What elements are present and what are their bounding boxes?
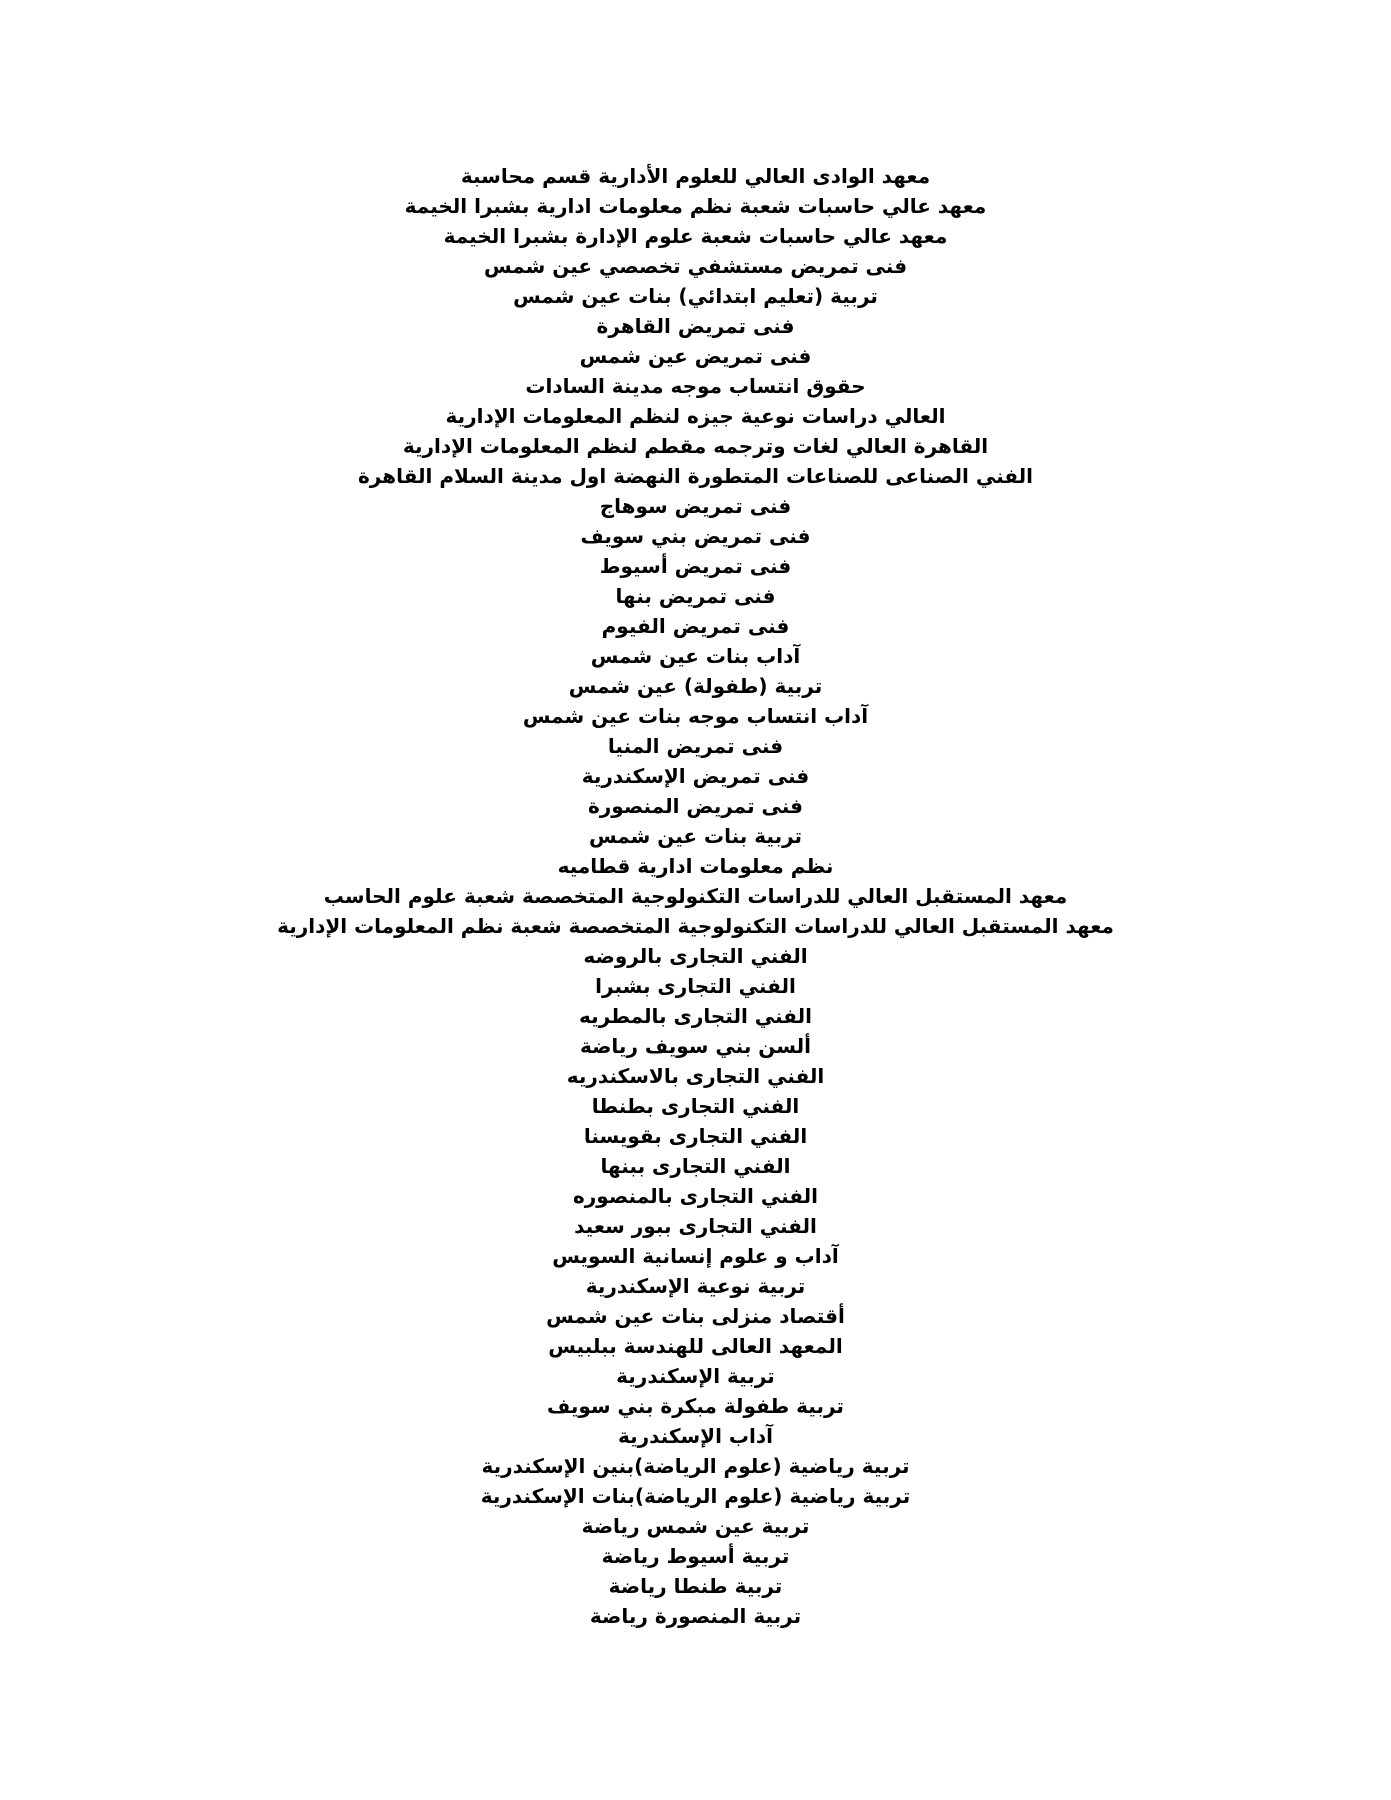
list-item: الفني التجارى بشبرا <box>595 974 796 998</box>
list-item: معهد عالي حاسبات شعبة نظم معلومات ادارية بشبرا الخيمة <box>404 194 987 218</box>
list-item: تربية بنات عين شمس <box>588 824 803 848</box>
list-item: فنى تمريض المنصورة <box>587 794 804 818</box>
list-item: تربية الإسكندرية <box>616 1364 775 1388</box>
list-item: أقتصاد منزلى بنات عين شمس <box>546 1304 845 1328</box>
list-item: الفني الصناعى للصناعات المتطورة النهضة اول مدينة السلام القاهرة <box>358 464 1033 488</box>
list-item: معهد عالي حاسبات شعبة علوم الإدارة بشبرا الخيمة <box>443 224 948 248</box>
list-item: فنى تمريض بنها <box>615 584 776 608</box>
list-item: آداب بنات عين شمس <box>590 644 801 668</box>
list-item: فنى تمريض مستشفي تخصصي عين شمس <box>483 254 908 278</box>
list-item: تربية رياضية (علوم الرياضة)بنين الإسكندرية <box>481 1454 910 1478</box>
list-item: الفني التجارى ببنها <box>600 1154 791 1178</box>
list-item: معهد الوادى العالي للعلوم الأدارية قسم محاسبة <box>460 164 931 188</box>
list-item: العالي دراسات نوعية جيزه لنظم المعلومات الإدارية <box>445 404 946 428</box>
list-item: معهد المستقبل العالي للدراسات التكنولوجية المتخصصة شعبة نظم المعلومات الإدارية <box>277 914 1114 938</box>
list-item: فنى تمريض سوهاج <box>599 494 792 518</box>
list-item: المعهد العالى للهندسة ببلبيس <box>548 1334 843 1358</box>
list-item: فنى تمريض بني سويف <box>580 524 811 548</box>
list-item: الفني التجارى بطنطا <box>591 1094 800 1118</box>
list-item: فنى تمريض الإسكندرية <box>581 764 810 788</box>
list-item: آداب الإسكندرية <box>618 1424 773 1448</box>
list-item: معهد المستقبل العالي للدراسات التكنولوجية المتخصصة شعبة علوم الحاسب <box>323 884 1068 908</box>
list-item: تربية رياضية (علوم الرياضة)بنات الإسكندرية <box>480 1484 911 1508</box>
list-item: آداب و علوم إنسانية السويس <box>552 1244 839 1268</box>
list-item: نظم معلومات ادارية قطاميه <box>557 854 834 878</box>
list-item: الفني التجارى ببور سعيد <box>574 1214 817 1238</box>
list-item: الفني التجارى بالمطريه <box>579 1004 812 1028</box>
list-item: تربية طنطا رياضة <box>608 1574 783 1598</box>
list-item: فنى تمريض الفيوم <box>601 614 790 638</box>
list-item: آداب انتساب موجه بنات عين شمس <box>522 704 869 728</box>
list-item: تربية (طفولة) عين شمس <box>568 674 823 698</box>
list-item: فنى تمريض المنيا <box>607 734 784 758</box>
list-item: القاهرة العالي لغات وترجمه مقطم لنظم المعلومات الإدارية <box>402 434 989 458</box>
list-item: تربية نوعية الإسكندرية <box>585 1274 806 1298</box>
list-item: فنى تمريض القاهرة <box>596 314 795 338</box>
list-item: الفني التجارى بالاسكندريه <box>566 1064 825 1088</box>
institutions-list <box>0 161 1391 1631</box>
list-item: فنى تمريض عين شمس <box>579 344 812 368</box>
list-item: فنى تمريض أسيوط <box>599 554 792 578</box>
list-item: تربية عين شمس رياضة <box>581 1514 810 1538</box>
list-item: الفني التجارى بقويسنا <box>583 1124 808 1148</box>
list-item: الفني التجارى بالروضه <box>583 944 808 968</box>
list-item: تربية المنصورة رياضة <box>589 1604 802 1628</box>
list-item: تربية طفولة مبكرة بني سويف <box>547 1394 844 1418</box>
list-item: حقوق انتساب موجه مدينة السادات <box>525 374 866 398</box>
list-item: الفني التجارى بالمنصوره <box>572 1184 819 1208</box>
list-item: ألسن بني سويف رياضة <box>579 1034 812 1058</box>
list-item: تربية (تعليم ابتدائي) بنات عين شمس <box>513 284 878 308</box>
list-item: تربية أسيوط رياضة <box>601 1544 790 1568</box>
